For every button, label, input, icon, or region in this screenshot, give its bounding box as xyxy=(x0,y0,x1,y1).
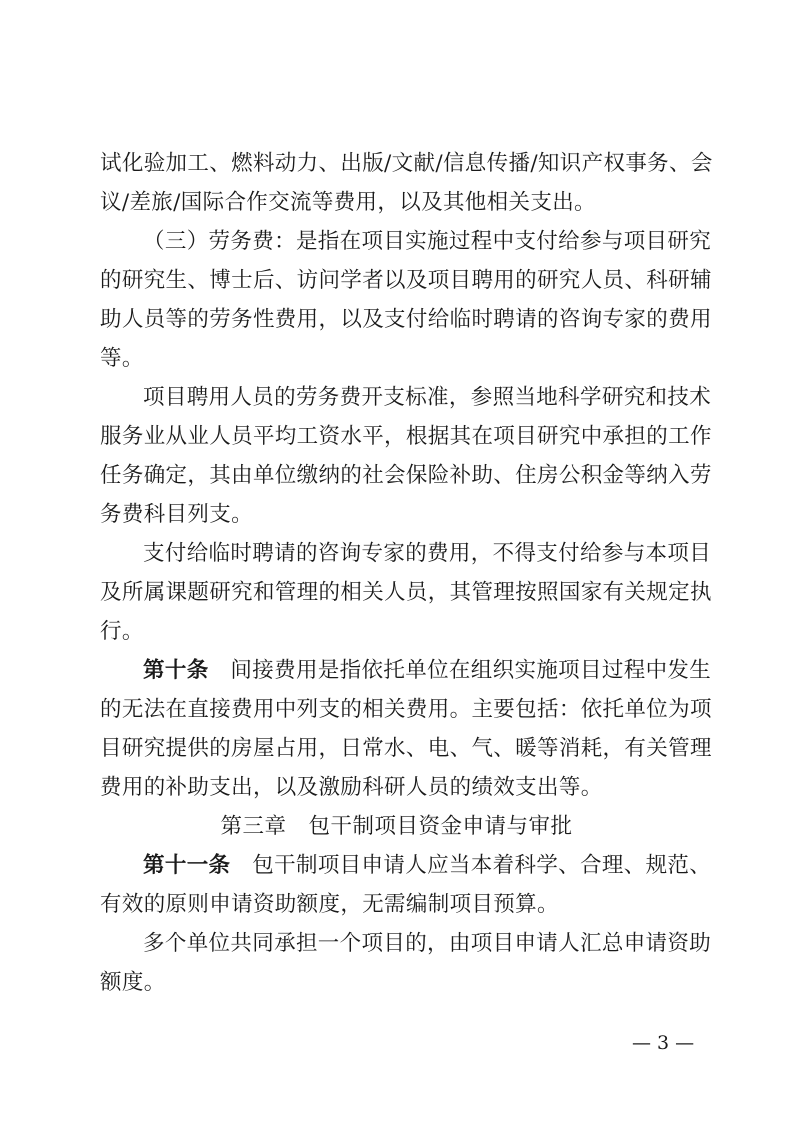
article-11-text: 包干制项目申请人应当本着科学、合理、规范、 xyxy=(252,853,712,878)
body-line: 务费科目列支。 xyxy=(100,502,253,527)
body-line: 任务确定，其由单位缴纳的社会保险补助、住房公积金等纳入劳 xyxy=(100,463,712,488)
body-line: 项目聘用人员的劳务费开支标准，参照当地科学研究和技术 xyxy=(143,385,712,410)
chapter-title: 第三章 包干制项目资金申请与审批 xyxy=(220,814,573,839)
body-line: 试化验加工、燃料动力、出版/文献/信息传播/知识产权事务、会 xyxy=(100,151,713,176)
body-line: 的无法在直接费用中列支的相关费用。主要包括：依托单位为项 xyxy=(100,697,712,722)
article-11-heading: 第十一条 xyxy=(143,853,231,878)
body-line: 的研究生、博士后、访问学者以及项目聘用的研究人员、科研辅 xyxy=(100,268,712,293)
body-line: 助人员等的劳务性费用，以及支付给临时聘请的咨询专家的费用 xyxy=(100,307,712,332)
body-line: 多个单位共同承担一个项目的，由项目申请人汇总申请资助 xyxy=(143,931,712,956)
body-line: 有效的原则申请资助额度，无需编制项目预算。 xyxy=(100,892,559,917)
article-10-heading: 第十条 xyxy=(143,658,209,683)
article-10-text: 间接费用是指依托单位在组织实施项目过程中发生 xyxy=(230,658,712,683)
body-line: （三）劳务费：是指在项目实施过程中支付给参与项目研究 xyxy=(143,229,712,254)
body-line: 行。 xyxy=(100,619,144,644)
body-line: 费用的补助支出，以及激励科研人员的绩效支出等。 xyxy=(100,775,603,800)
body-line: 等。 xyxy=(100,346,144,371)
article-10-first-line xyxy=(143,653,711,689)
body-line: 及所属课题研究和管理的相关人员，其管理按照国家有关规定执 xyxy=(100,580,712,605)
body-line: 支付给临时聘请的咨询专家的费用，不得支付给参与本项目 xyxy=(143,541,712,566)
body-line: 服务业从业人员平均工资水平，根据其在项目研究中承担的工作 xyxy=(100,424,712,449)
body-line: 目研究提供的房屋占用，日常水、电、气、暖等消耗，有关管理 xyxy=(100,736,712,761)
article-11-first-line xyxy=(143,848,711,884)
page-number: — 3 — xyxy=(632,1032,695,1054)
body-line: 议/差旅/国际合作交流等费用，以及其他相关支出。 xyxy=(100,190,596,215)
body-line: 额度。 xyxy=(100,970,166,995)
